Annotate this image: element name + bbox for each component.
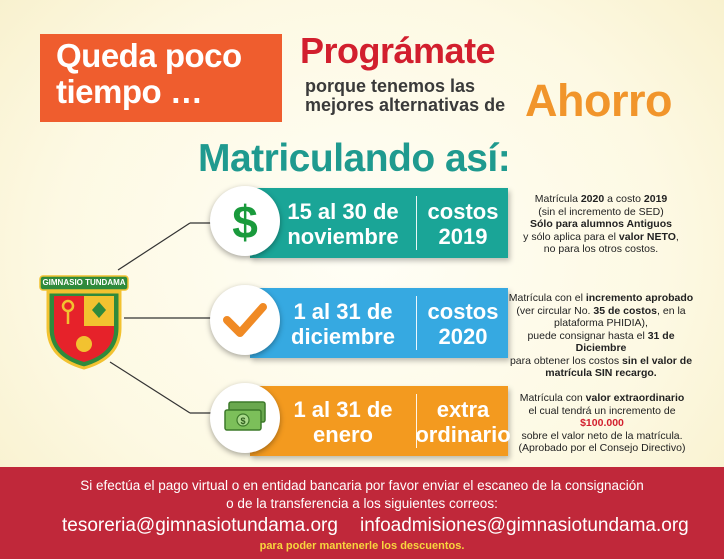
school-crest [34, 262, 134, 370]
row-date [278, 199, 408, 249]
tagline-line1: porque tenemos las [305, 76, 476, 96]
row-december [250, 288, 508, 358]
row-date-line1: 15 al 30 de [287, 199, 399, 224]
headline-line1: Queda poco [56, 37, 242, 74]
footer-banner [0, 467, 724, 559]
row-date-line1: 1 al 31 de [293, 397, 393, 422]
row-divider [416, 196, 417, 250]
row-january [250, 386, 511, 456]
tagline-line2: mejores alternativas de [305, 95, 506, 115]
money-circle [210, 383, 280, 453]
programate-title: Prográmate [300, 30, 496, 71]
row-description: Matrícula 2020 a costo 2019 (sin el incremento de SED) Sólo para alumnos Antiguos y sólo aplica para el valor NETO, no para los otros costos. [523, 193, 679, 255]
footer-note: para poder mantenerle los descuentos. [259, 540, 465, 552]
svg-text:$: $ [232, 196, 258, 246]
row-date-line2: diciembre [291, 324, 395, 349]
section-title: Matriculando así: [198, 137, 511, 180]
row-cost [418, 299, 508, 349]
row-cost-line2: 2020 [438, 324, 488, 349]
headline-line2: tiempo … [56, 73, 203, 110]
ahorro-word: Ahorro [525, 75, 672, 126]
email-tesoreria-link[interactable]: tesoreria@gimnasiotundama.org [62, 515, 338, 536]
row-cost [418, 199, 508, 249]
footer-line1: Si efectúa el pago virtual o en entidad bancaria por favor enviar el escaneo de la consignación [80, 478, 644, 493]
money-bills-icon [221, 398, 269, 438]
checkmark-icon [222, 300, 268, 340]
school-name: GIMNASIO TUNDAMA [42, 278, 126, 287]
row-cost [414, 397, 512, 447]
row-cost-line1: costos [427, 199, 499, 224]
row-date [278, 299, 408, 349]
row-cost-line2: 2019 [438, 224, 488, 249]
svg-text:$: $ [240, 416, 246, 426]
row-divider [416, 296, 417, 350]
row-november [250, 188, 508, 258]
row-description: Matrícula con el incremento aprobado (ver circular No. 35 de costos, en la plataforma PHIDIA), puede consignar hasta el 31 de Diciembre para obtener los costos sin el valor de matrícula SIN recargo. [508, 292, 694, 379]
row-date-line2: enero [313, 422, 373, 447]
footer-line2: o de la transferencia a los siguientes correos: [226, 496, 498, 511]
check-circle [210, 285, 280, 355]
row-date-line2: noviembre [287, 224, 399, 249]
row-cost-line2: ordinario [415, 422, 511, 447]
email-admisiones-link[interactable]: infoadmisiones@gimnasiotundama.org [360, 515, 689, 536]
dollar-circle [210, 186, 280, 256]
row-description: Matrícula con valor extraordinario el cual tendrá un incremento de $100.000 sobre el valor neto de la matrícula. (Aprobado por el Consejo Directivo) [518, 392, 686, 454]
row-cost-line1: extra [436, 397, 490, 422]
row-date-line1: 1 al 31 de [293, 299, 393, 324]
row-cost-line1: costos [427, 299, 499, 324]
row-date [278, 397, 408, 447]
dollar-icon [223, 196, 267, 246]
